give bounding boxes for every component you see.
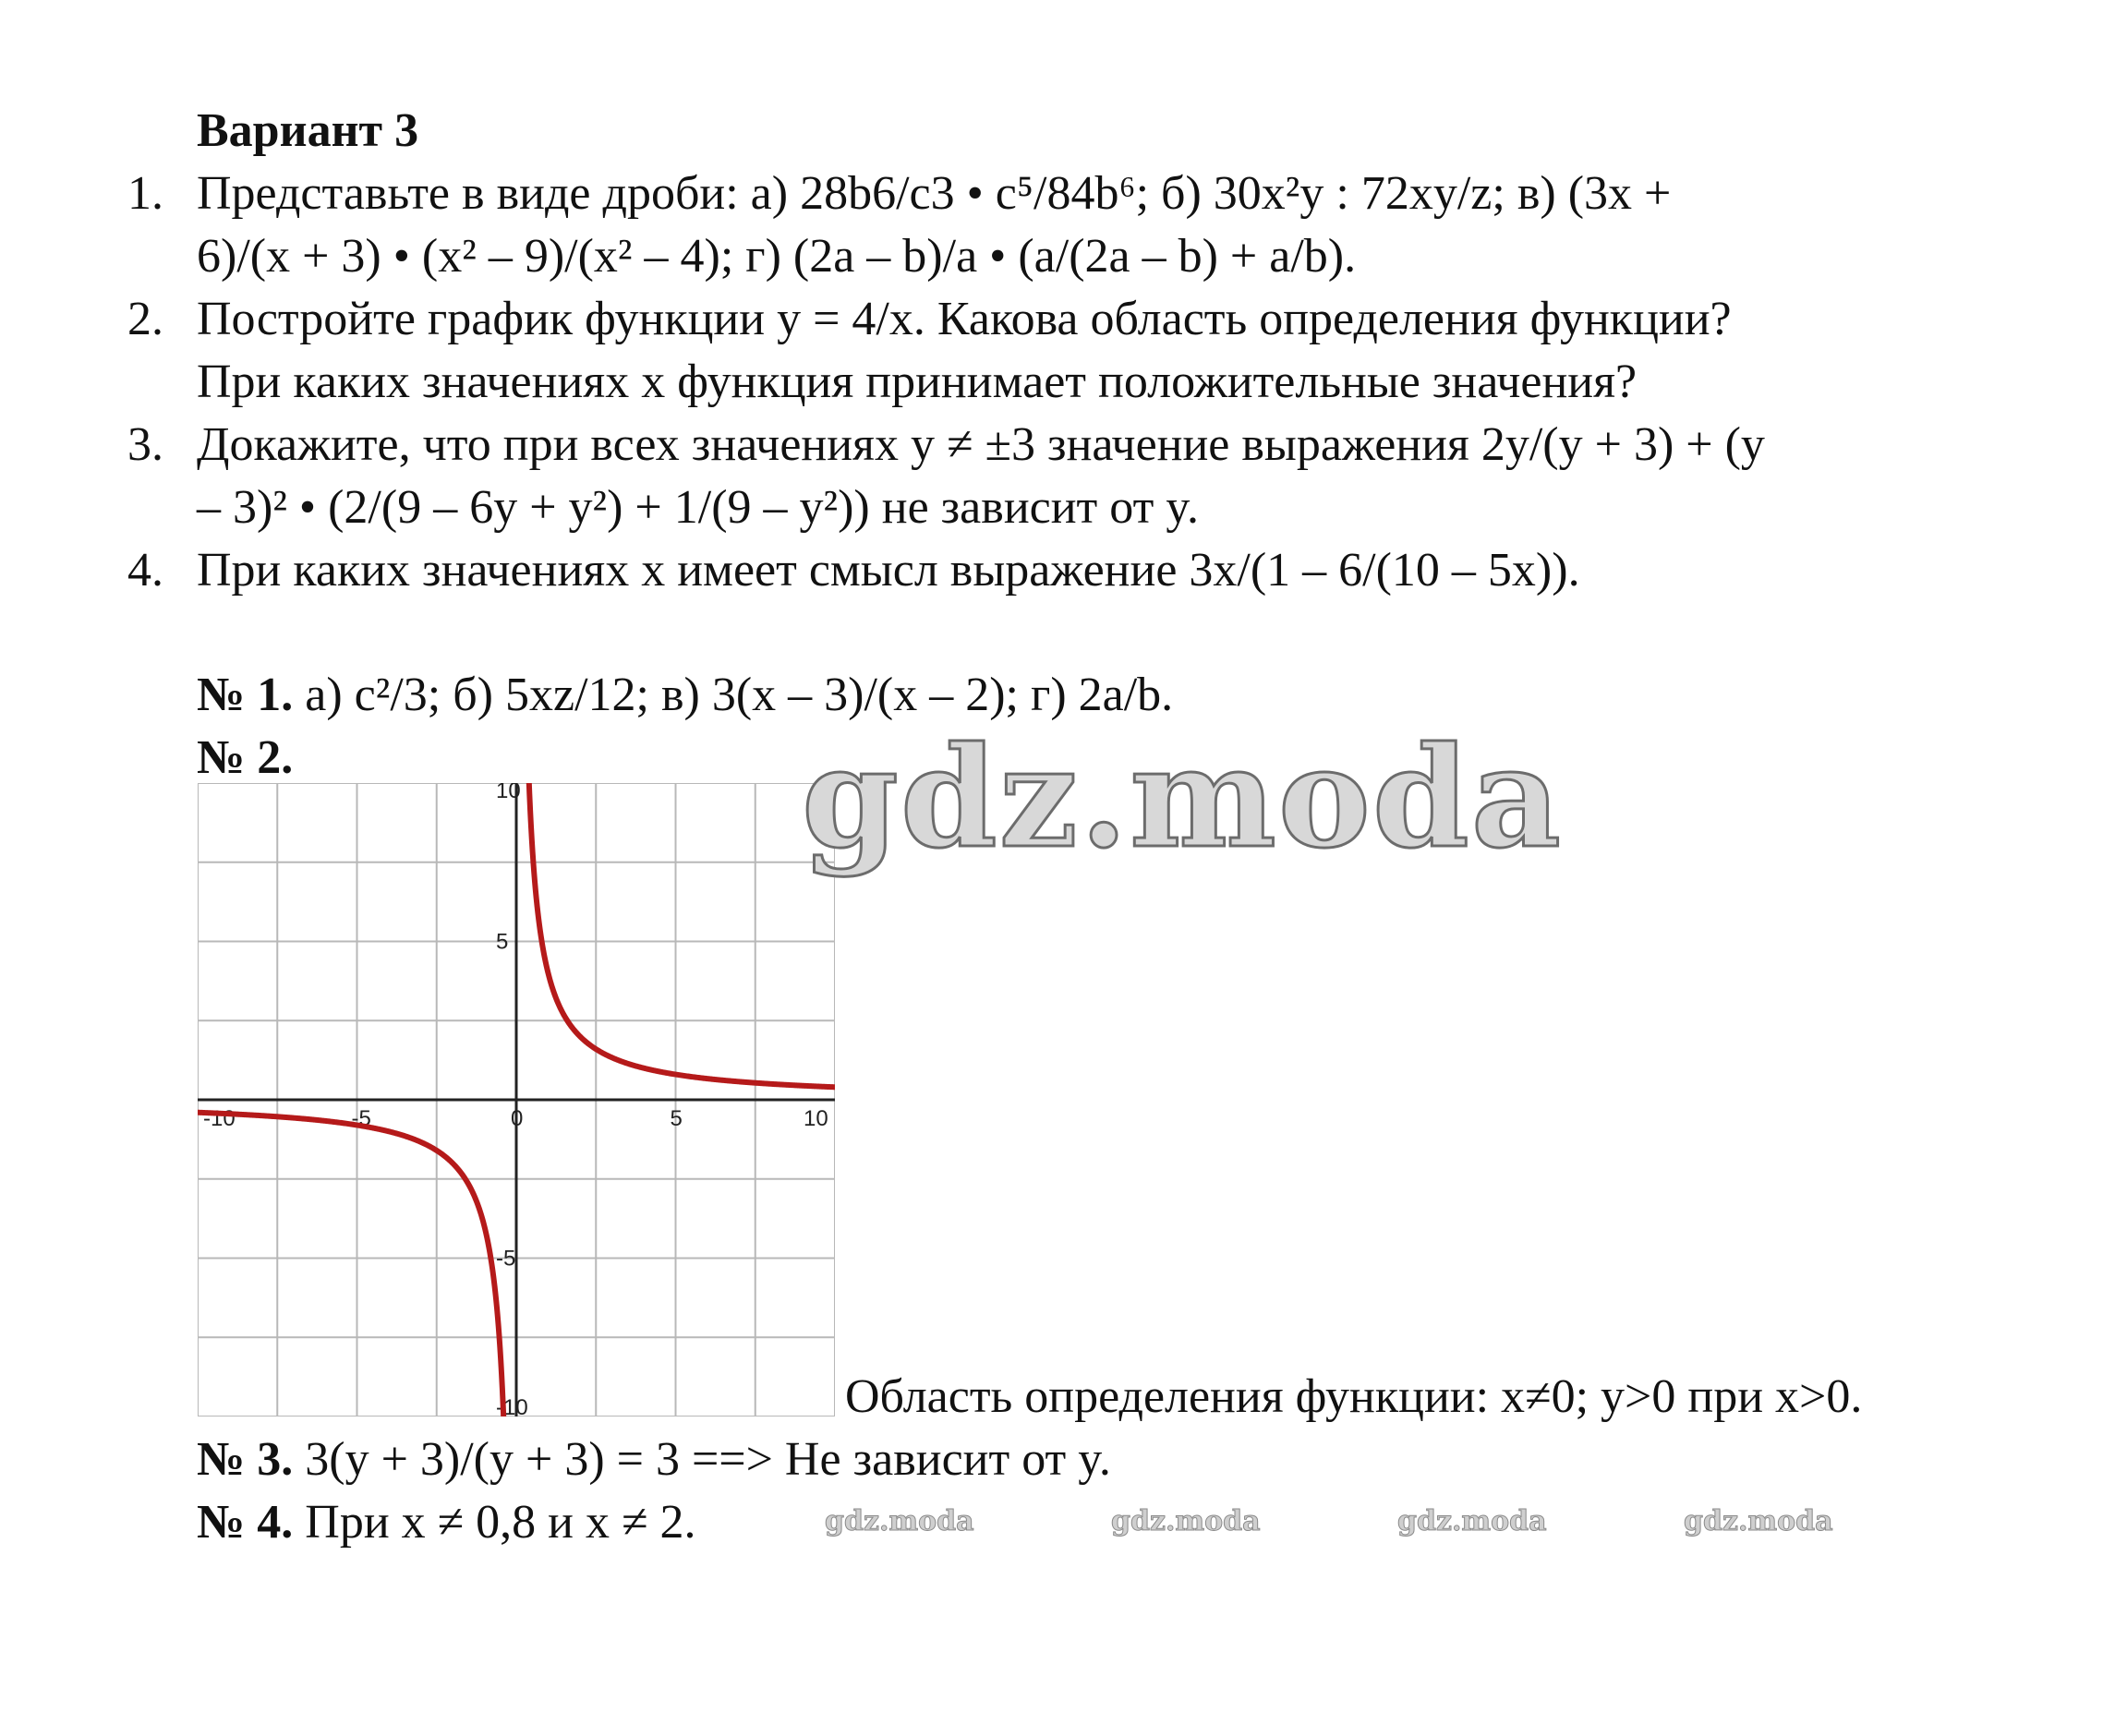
answer-3-text: 3(y + 3)/(y + 3) = 3 ==> Не зависит от y. (305, 1433, 1111, 1486)
task-number: 2. (127, 293, 163, 345)
task-3-line-1: Докажите, что при всех значениях y ≠ ±3 значение выражения 2y/(y + 3) + (y (197, 418, 1765, 471)
answer-4-label: № 4. (197, 1496, 294, 1549)
chart-axes (198, 783, 835, 1417)
watermark-small: gdz.moda (825, 1505, 974, 1537)
answer-1-text: а) c²/3; б) 5xz/12; в) 3(x – 3)/(x – 2); г) 2a/b. (305, 669, 1174, 721)
task-number: 3. (127, 418, 163, 471)
task-2-line-1: Постройте график функции y = 4/x. Какова область определения функции? (197, 293, 1732, 345)
y-tick-label: 5 (496, 929, 509, 955)
variant-title: Вариант 3 (197, 104, 419, 157)
answer-2 (197, 728, 293, 789)
answer-4 (197, 1492, 696, 1553)
watermark-logo: gdz.moda (802, 717, 1564, 879)
answer-3 (197, 1429, 1111, 1490)
x-tick-label: 0 (511, 1106, 524, 1131)
x-tick-label: -10 (203, 1106, 236, 1131)
task-number: 4. (127, 544, 163, 597)
answer-2-text: Область определения функции: x≠0; y>0 при x>0. (845, 1370, 1863, 1423)
y-tick-label: -5 (496, 1246, 516, 1272)
watermark-small: gdz.moda (1397, 1505, 1547, 1537)
task-1-line-2: 6)/(x + 3) • (x² – 9)/(x² – 4); г) (2a – b)/a • (a/(2a – b) + a/b). (197, 230, 1357, 283)
task-4-line-1: При каких значениях x имеет смысл выражение 3x/(1 – 6/(10 – 5x)). (197, 544, 1580, 597)
task-3-line-2: – 3)² • (2/(9 – 6y + y²) + 1/(9 – y²)) не зависит от y. (197, 481, 1199, 534)
x-tick-label: 5 (670, 1106, 683, 1131)
answer-1-label: № 1. (197, 669, 294, 721)
x-tick-label: 10 (804, 1106, 828, 1131)
answer-4-text: При x ≠ 0,8 и x ≠ 2. (305, 1496, 696, 1549)
watermark-small: gdz.moda (1684, 1505, 1833, 1537)
y-tick-label: -10 (496, 1395, 528, 1417)
hyperbola-chart (198, 783, 835, 1417)
watermark-small: gdz.moda (1111, 1505, 1261, 1537)
x-tick-label: -5 (351, 1106, 371, 1131)
answer-2-label: № 2. (197, 731, 294, 784)
answer-3-label: № 3. (197, 1433, 294, 1486)
task-1-line-1: Представьте в виде дроби: а) 28b6/c3 • c⁵/84b⁶; б) 30x²y : 72xy/z; в) (3x + (197, 167, 1672, 220)
hyperbola-branch-positive (528, 783, 835, 1087)
task-number: 1. (127, 167, 163, 220)
task-2-line-2: При каких значениях x функция принимает положительные значения? (197, 356, 1638, 408)
y-tick-label: 10 (496, 783, 521, 803)
hyperbola-branch-negative (198, 1113, 504, 1417)
